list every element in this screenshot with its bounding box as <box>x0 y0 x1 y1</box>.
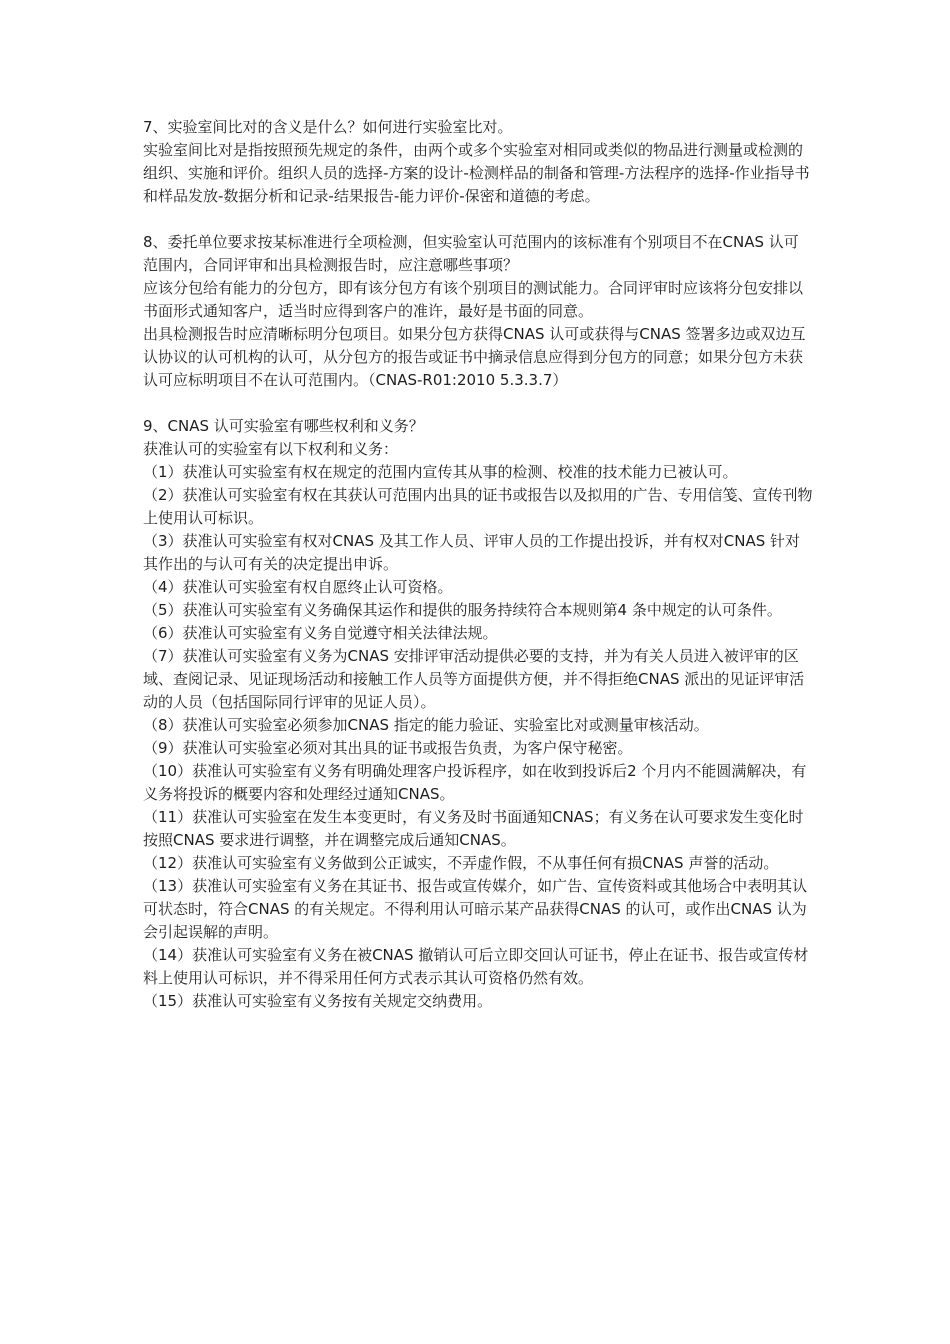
question-9-item: （4）获准认可实验室有权自愿终止认可资格。 <box>143 578 453 596</box>
question-9-item: （13）获准认可实验室有义务在其证书、报告或宣传媒介，如广告、宣传资料或其他场合中表明其认可状态时，符合CNAS 的有关规定。不得利用认可暗示某产品获得CNAS 的认可，或作出CNAS 认为会引起误解的声明。 <box>143 877 808 941</box>
question-8-answer-paragraph-2: 出具检测报告时应清晰标明分包项目。如果分包方获得CNAS 认可或获得与CNAS 签署多边或双边互认协议的认可机构的认可，从分包方的报告或证书中摘录信息应得到分包方的同意；如果分包方未获认可应标明项目不在认可范围内。（CNAS-R01:2010 5.3.3.7） <box>143 325 806 389</box>
question-9-item: （14）获准认可实验室有义务在被CNAS 撤销认可后立即交回认可证书，停止在证书、报告或宣传材料上使用认可标识，并不得采用任何方式表示其认可资格仍然有效。 <box>143 946 809 987</box>
question-9-item: （5）获准认可实验室有义务确保其运作和提供的服务持续符合本规则第4 条中规定的认可条件。 <box>143 601 782 619</box>
section-spacer <box>143 208 813 231</box>
question-9-item: （10）获准认可实验室有义务有明确处理客户投诉程序，如在收到投诉后2 个月内不能圆满解决，有义务将投诉的概要内容和处理经过通知CNAS。 <box>143 762 807 803</box>
question-7-title: 7、实验室间比对的含义是什么？如何进行实验室比对。 <box>143 118 513 136</box>
question-9-item: （11）获准认可实验室在发生本变更时，有义务及时书面通知CNAS；有义务在认可要求发生变化时按照CNAS 要求进行调整，并在调整完成后通知CNAS。 <box>143 808 804 849</box>
question-9-item: （15）获准认可实验室有义务按有关规定交纳费用。 <box>143 992 493 1010</box>
question-9-item: （2）获准认可实验室有权在其获认可范围内出具的证书或报告以及拟用的广告、专用信笺、宣传刊物上使用认可标识。 <box>143 486 813 527</box>
question-9-item: （8）获准认可实验室必须参加CNAS 指定的能力验证、实验室比对或测量审核活动。 <box>143 716 709 734</box>
question-9-item: （12）获准认可实验室有义务做到公正诚实，不弄虚作假，不从事任何有损CNAS 声誉的活动。 <box>143 854 779 872</box>
question-9-item: （6）获准认可实验室有义务自觉遵守相关法律法规。 <box>143 624 498 642</box>
question-9-item: （7）获准认可实验室有义务为CNAS 安排评审活动提供必要的支持，并为有关人员进入被评审的区域、查阅记录、见证现场活动和接触工作人员等方面提供方便，并不得拒绝CNAS 派出的见证评审活动的人员（包括国际同行评审的见证人员）。 <box>143 647 805 711</box>
question-9-title: 9、CNAS 认可实验室有哪些权利和义务？ <box>143 417 424 435</box>
question-9-intro: 获准认可的实验室有以下权利和义务： <box>143 440 399 458</box>
question-8-title: 8、委托单位要求按某标准进行全项检测，但实验室认可范围内的该标准有个别项目不在CNAS 认可范围内，合同评审和出具检测报告时，应注意哪些事项？ <box>143 233 799 274</box>
question-9-item: （9）获准认可实验室必须对其出具的证书或报告负责，为客户保守秘密。 <box>143 739 633 757</box>
question-7-answer: 实验室间比对是指按照预先规定的条件，由两个或多个实验室对相同或类似的物品进行测量或检测的组织、实施和评价。组织人员的选择-方案的设计-检测样品的制备和管理-方法程序的选择-作业指导书和样品发放-数据分析和记录-结果报告-能力评价-保密和道德的考虑。 <box>143 141 810 205</box>
document-content <box>143 116 813 1013</box>
question-9-item: （3）获准认可实验室有权对CNAS 及其工作人员、评审人员的工作提出投诉，并有权对CNAS 针对其作出的与认可有关的决定提出申诉。 <box>143 532 801 573</box>
question-9-item: （1）获准认可实验室有权在规定的范围内宣传其从事的检测、校准的技术能力已被认可。 <box>143 463 738 481</box>
section-spacer <box>143 392 813 415</box>
question-8-answer-paragraph-1: 应该分包给有能力的分包方，即有该分包方有该个别项目的测试能力。合同评审时应该将分包安排以书面形式通知客户，适当时应得到客户的准许，最好是书面的同意。 <box>143 279 804 320</box>
